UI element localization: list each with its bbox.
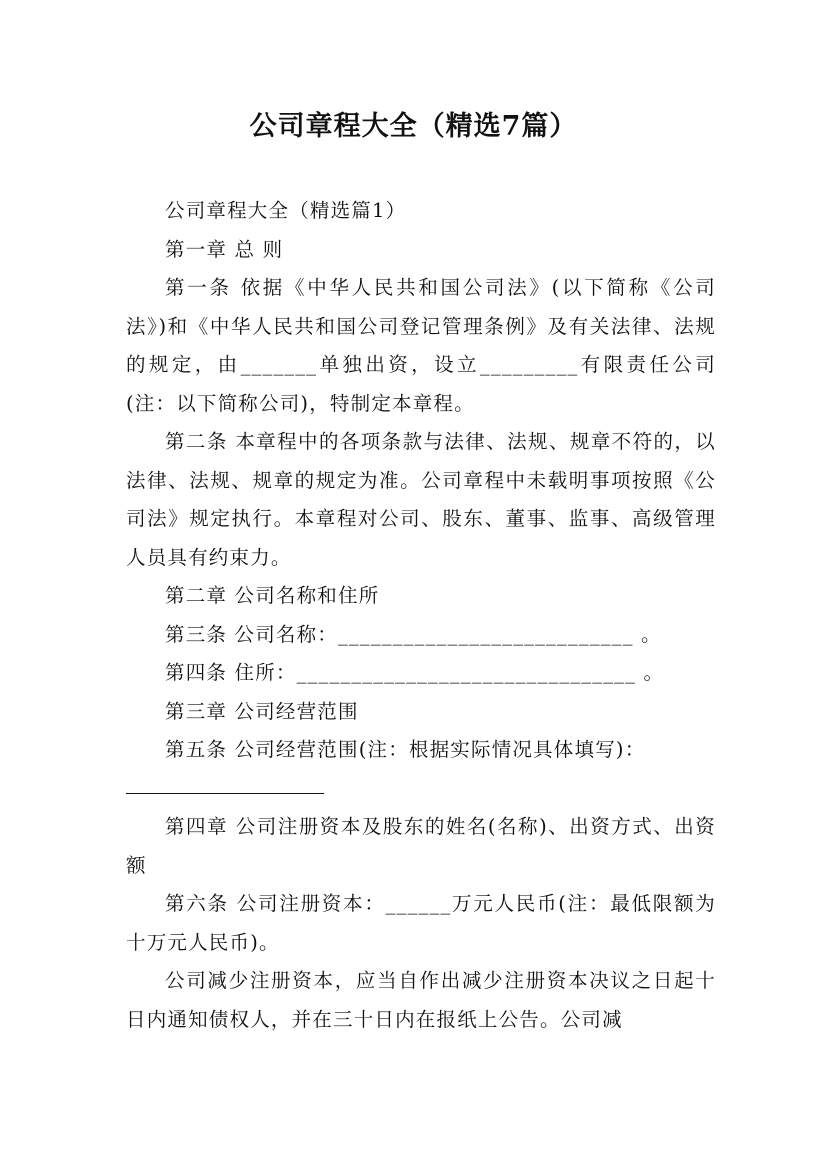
chapter-heading: 第二章 公司名称和住所	[165, 584, 380, 607]
chapter-heading: 第四章 公司注册资本及股东的姓名(名称)、出资方式、出资额	[126, 815, 716, 877]
article-paragraph: 第一条 依据《中华人民共和国公司法》(以下简称《公司法》)和《中华人民共和国公司登记管理条例》及有关法律、法规的规定，由_______单独出资，设立_________有限责任公司(注：以下简称公司)，特制定本章程。	[126, 276, 716, 415]
chapter-heading: 第一章 总 则	[165, 237, 284, 261]
chapter-heading: 第三章 公司经营范围	[165, 699, 359, 723]
article-paragraph: 第三条 公司名称：___________________________ 。	[165, 622, 662, 646]
article-paragraph: 公司减少注册资本，应当自作出减少注册资本决议之日起十日内通知债权人，并在三十日内在报纸上公告。公司减	[126, 969, 716, 1031]
article-paragraph: 第六条 公司注册资本：______万元人民币(注：最低限额为十万元人民币)。	[126, 892, 716, 954]
section-heading: 公司章程大全（精选篇1）	[165, 199, 407, 222]
document-title: 公司章程大全（精选7篇）	[249, 111, 578, 142]
article-paragraph: 第二条 本章程中的各项条款与法律、法规、规章不符的，以法律、法规、规章的规定为准。公司章程中未载明事项按照《公司法》规定执行。本章程对公司、股东、董事、监事、高级管理人员具有约束力。	[126, 430, 716, 569]
document-body	[126, 192, 716, 1039]
article-paragraph: 第五条 公司经营范围(注：根据实际情况具体填写)：	[165, 738, 646, 761]
blank-underline	[126, 793, 324, 794]
article-paragraph: 第四条 住所：_______________________________ 。	[165, 661, 665, 684]
fill-in-blank-line	[126, 770, 716, 809]
